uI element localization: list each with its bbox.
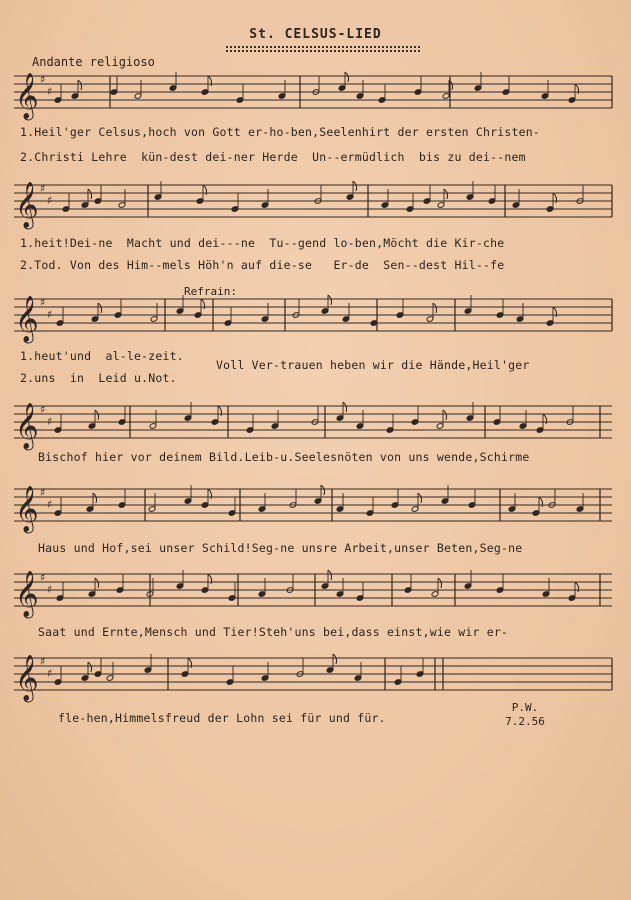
sharp-icon: ♯ [47,308,53,321]
lyric-line: 2.Christi Lehre kün-dest dei-ner Herde Un--ermüdlich bis zu dei--nem [20,150,526,164]
note-flag [575,582,579,592]
note-flag [553,307,557,317]
music-staff [14,181,612,230]
music-staff [14,402,612,451]
lyric-line: Bischof hier vor deinem Bild.Leib-u.Seelesnöten von uns wende,Schirme [38,450,530,464]
note-flag [78,80,82,90]
sharp-icon: ♯ [40,486,46,499]
lyric-line: 1.Heil'ger Celsus,hoch von Gott er-ho-ben,Seelenhirt der ersten Christen- [20,125,541,139]
note-flag [95,578,99,588]
note-flag [543,414,547,424]
note-flag [575,84,579,94]
note-flag [433,303,437,313]
song-title: St. CELSUS-LIED [249,27,382,42]
sharp-icon: ♯ [47,498,53,511]
lyric-line: Saat und Ernte,Mensch und Tier!Steh'uns bei,dass einst,wie wir er- [38,625,509,639]
treble-clef-icon: 𝄞 [15,296,39,342]
music-staff [14,72,612,121]
sharp-icon: ♯ [47,667,53,680]
sharp-icon: ♯ [40,73,46,86]
note-flag [208,489,212,499]
treble-clef-icon: 𝄞 [15,403,39,449]
treble-clef-icon: 𝄞 [15,655,39,701]
note-flag [418,493,422,503]
note-flag [201,299,205,309]
note-flag [88,189,92,199]
signature-date: 7.2.56 [505,715,545,728]
sharp-icon: ♯ [40,296,46,309]
lyric-line: fle-hen,Himmelsfreud der Lohn sei für und für. [58,711,386,725]
note-flag [98,303,102,313]
sharp-icon: ♯ [47,194,53,207]
note-flag [208,76,212,86]
sharp-icon: ♯ [40,655,46,668]
note-flag [203,185,207,195]
lyric-line: 2.Tod. Von des Him--mels Höh'n auf die-se Er-de Sen--dest Hil--fe [20,258,505,272]
note-flag [539,497,543,507]
treble-clef-icon: 𝄞 [15,182,39,228]
note-flag [345,72,349,82]
note-flag [443,410,447,420]
sharp-icon: ♯ [47,583,53,596]
sharp-icon: ♯ [40,403,46,416]
note-flag [218,406,222,416]
lyric-line: 2.uns in Leid u.Not. [20,371,177,385]
music-staff [14,570,612,619]
sharp-icon: ♯ [47,85,53,98]
lyric-line: 1.heit!Dei-ne Macht und dei---ne Tu--gend lo-ben,Möcht die Kir-che [20,236,505,250]
treble-clef-icon: 𝄞 [15,571,39,617]
sharp-icon: ♯ [47,415,53,428]
note-flag [438,578,442,588]
note-flag [444,189,448,199]
note-flag [93,493,97,503]
music-staff [14,654,612,703]
music-staff [14,295,612,344]
lyric-line: Voll Ver-trauen heben wir die Hände,Heil'ger [216,358,530,372]
refrain-label: Refrain: [184,285,237,298]
note-flag [553,193,557,203]
lyric-line: 1.heut'und al-le-zeit. [20,349,184,363]
music-staff [14,485,612,534]
note-flag [328,570,332,580]
note-flag [333,654,337,664]
sharp-icon: ♯ [40,182,46,195]
note-flag [88,662,92,672]
note-flag [328,295,332,305]
treble-clef-icon: 𝄞 [15,73,39,119]
note-flag [188,658,192,668]
note-flag [95,410,99,420]
treble-clef-icon: 𝄞 [15,486,39,532]
note-flag [353,181,357,191]
note-flag [321,485,325,495]
tempo-marking: Andante religioso [32,55,155,69]
note-flag [343,402,347,412]
lyric-line: Haus und Hof,sei unser Schild!Seg-ne unsre Arbeit,unser Beten,Seg-ne [38,541,523,555]
note-flag [208,574,212,584]
sharp-icon: ♯ [40,571,46,584]
signature-initials: P.W. [511,701,539,714]
